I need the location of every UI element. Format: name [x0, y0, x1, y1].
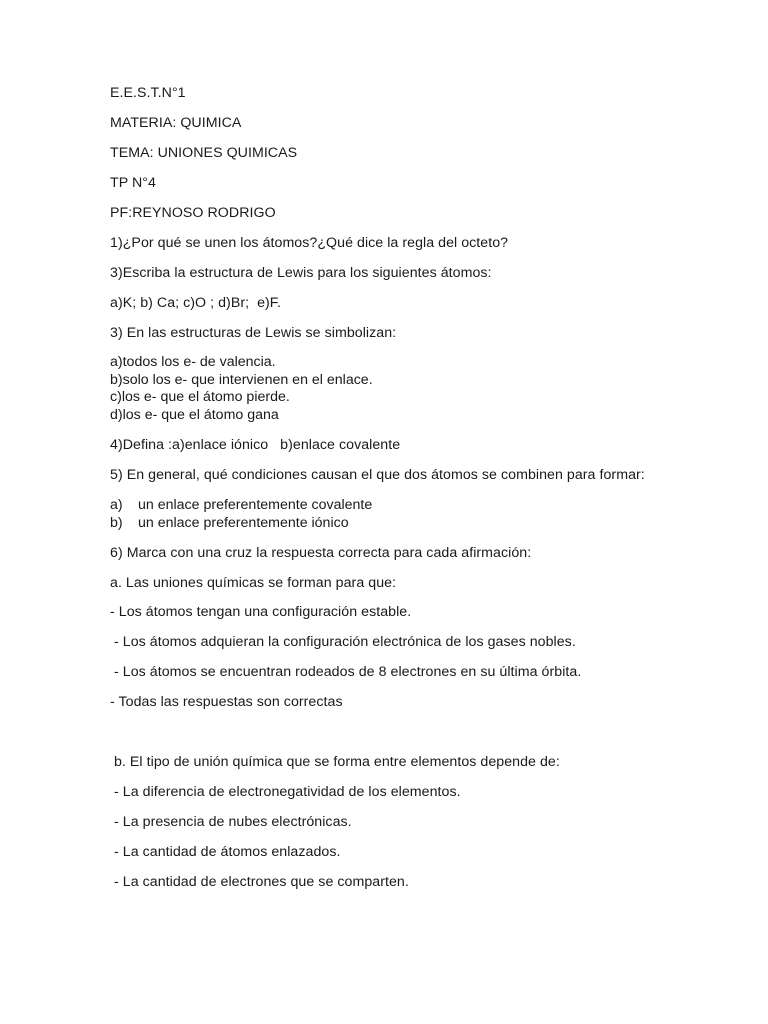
teacher-line: PF:REYNOSO RODRIGO — [110, 205, 276, 221]
question-3-options — [110, 354, 373, 424]
question-5-prompt: 5) En general, qué condiciones causan el que dos átomos se combinen para formar: — [110, 467, 645, 483]
option-marker: b) — [110, 514, 123, 531]
option-item: a)todos los e- de valencia. — [110, 354, 276, 370]
question-6a-prompt: a. Las uniones químicas se forman para que: — [110, 575, 397, 591]
question-6b-prompt: b. El tipo de unión química que se forma entre elementos depende de: — [110, 754, 560, 770]
option-item: c)los e- que el átomo pierde. — [110, 389, 290, 405]
question-1: 1)¿Por qué se unen los átomos?¿Qué dice la regla del octeto? — [110, 235, 509, 251]
question-6b-option: - La diferencia de electronegatividad de los elementos. — [110, 784, 461, 800]
option-marker: a) — [110, 497, 123, 513]
question-2-items: a)K; b) Ca; c)O ; d)Br; e)F. — [110, 295, 281, 311]
question-2-prompt: 3)Escriba la estructura de Lewis para los siguientes átomos: — [110, 265, 492, 281]
question-6b-option: - La cantidad de átomos enlazados. — [110, 844, 341, 860]
question-6a-option: - Todas las respuestas son correctas — [110, 694, 343, 710]
question-6a-option: - Los átomos adquieran la configuración electrónica de los gases nobles. — [110, 634, 576, 650]
option-item: b)solo los e- que intervienen en el enlace. — [110, 371, 373, 388]
option-text: un enlace preferentemente iónico — [138, 514, 349, 531]
question-4: 4)Defina :a)enlace iónico b)enlace covalente — [110, 437, 401, 453]
question-6a-option: - Los átomos se encuentran rodeados de 8 electrones en su última órbita. — [110, 664, 582, 680]
tp-number: TP N°4 — [110, 175, 156, 191]
question-6b-option: - La cantidad de electrones que se comparten. — [110, 874, 409, 890]
question-6a-option: - Los átomos tengan una configuración estable. — [110, 604, 412, 620]
question-6b-option: - La presencia de nubes electrónicas. — [110, 814, 352, 830]
school-name: E.E.S.T.N°1 — [110, 85, 186, 101]
topic-line: TEMA: UNIONES QUIMICAS — [110, 145, 298, 161]
option-item: d)los e- que el átomo gana — [110, 406, 279, 423]
question-3-prompt: 3) En las estructuras de Lewis se simbolizan: — [110, 325, 397, 341]
subject-line: MATERIA: QUIMICA — [110, 115, 242, 131]
question-6-prompt: 6) Marca con una cruz la respuesta correcta para cada afirmación: — [110, 545, 532, 561]
option-text: un enlace preferentemente covalente — [138, 497, 373, 513]
